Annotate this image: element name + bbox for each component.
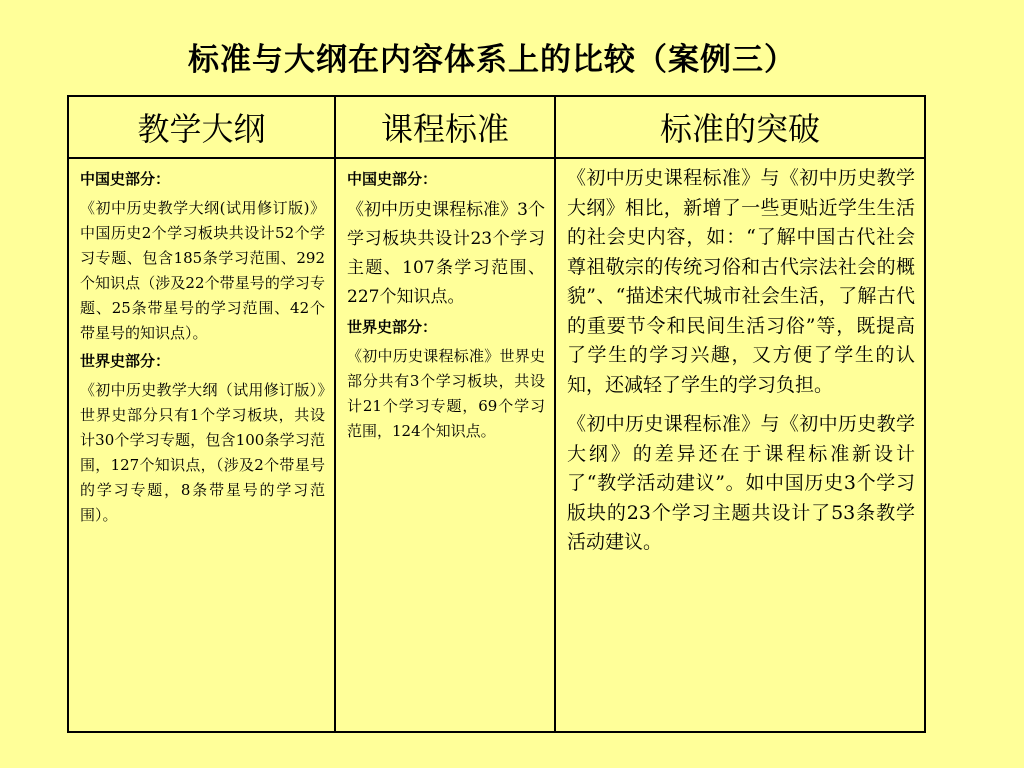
column-header-breakthrough: 标准的突破 — [555, 96, 925, 158]
breakthrough-paragraph-2: 《初中历史课程标准》与《初中历史教学大纲》的差异还在于课程标准新设计了“教学活动建议”。如中国历史3个学习版块的23个学习主题共设计了53条教学活动建议。 — [567, 413, 915, 553]
syllabus-china-heading: 中国史部分： — [80, 170, 171, 188]
syllabus-world-text: 《初中历史教学大纲（试用修订版）》世界史部分只有1个学习板块，共设计30个学习专题，包含100条学习范围，127个知识点，（涉及2个带星号的学习专题，8条带星号的学习范围）。 — [80, 381, 325, 524]
standard-world-heading: 世界史部分： — [347, 318, 438, 336]
standard-cell — [335, 158, 555, 732]
standard-china-text: 《初中历史课程标准》3个学习板块共设计23个学习主题、107条学习范围、227个知识点。 — [347, 200, 545, 307]
table-header-row — [68, 96, 925, 158]
breakthrough-cell — [555, 158, 925, 732]
page-title: 标准与大纲在内容体系上的比较（案例三） — [188, 42, 796, 78]
column-header-standard: 课程标准 — [335, 96, 555, 158]
syllabus-world-heading: 世界史部分： — [80, 352, 171, 370]
breakthrough-paragraph-1: 《初中历史课程标准》与《初中历史教学大纲》相比，新增了一些更贴近学生生活的社会史内容，如：“了解中国古代社会尊祖敬宗的传统习俗和古代宗法社会的概貌”、“描述宋代城市社会生活，了解古代的重要节令和民间生活习俗”等，既提高了学生的学习兴趣，又方便了学生的认知，还减轻了学生的学习负担。 — [567, 167, 915, 396]
syllabus-china-text: 《初中历史教学大纲(试用修订版)》中国历史2个学习板块共设计52个学习专题、包含185条学习范围、292个知识点（涉及22个带星号的学习专题、25条带星号的学习范围、42个带星号的知识点）。 — [80, 199, 325, 342]
standard-world-text: 《初中历史课程标准》世界史部分共有3个学习板块，共设计21个学习专题，69个学习范围，124个知识点。 — [347, 347, 545, 440]
standard-china-heading: 中国史部分： — [347, 170, 438, 188]
table-body-row — [68, 158, 925, 732]
syllabus-cell — [68, 158, 335, 732]
comparison-table — [67, 95, 926, 733]
column-header-syllabus: 教学大纲 — [68, 96, 335, 158]
